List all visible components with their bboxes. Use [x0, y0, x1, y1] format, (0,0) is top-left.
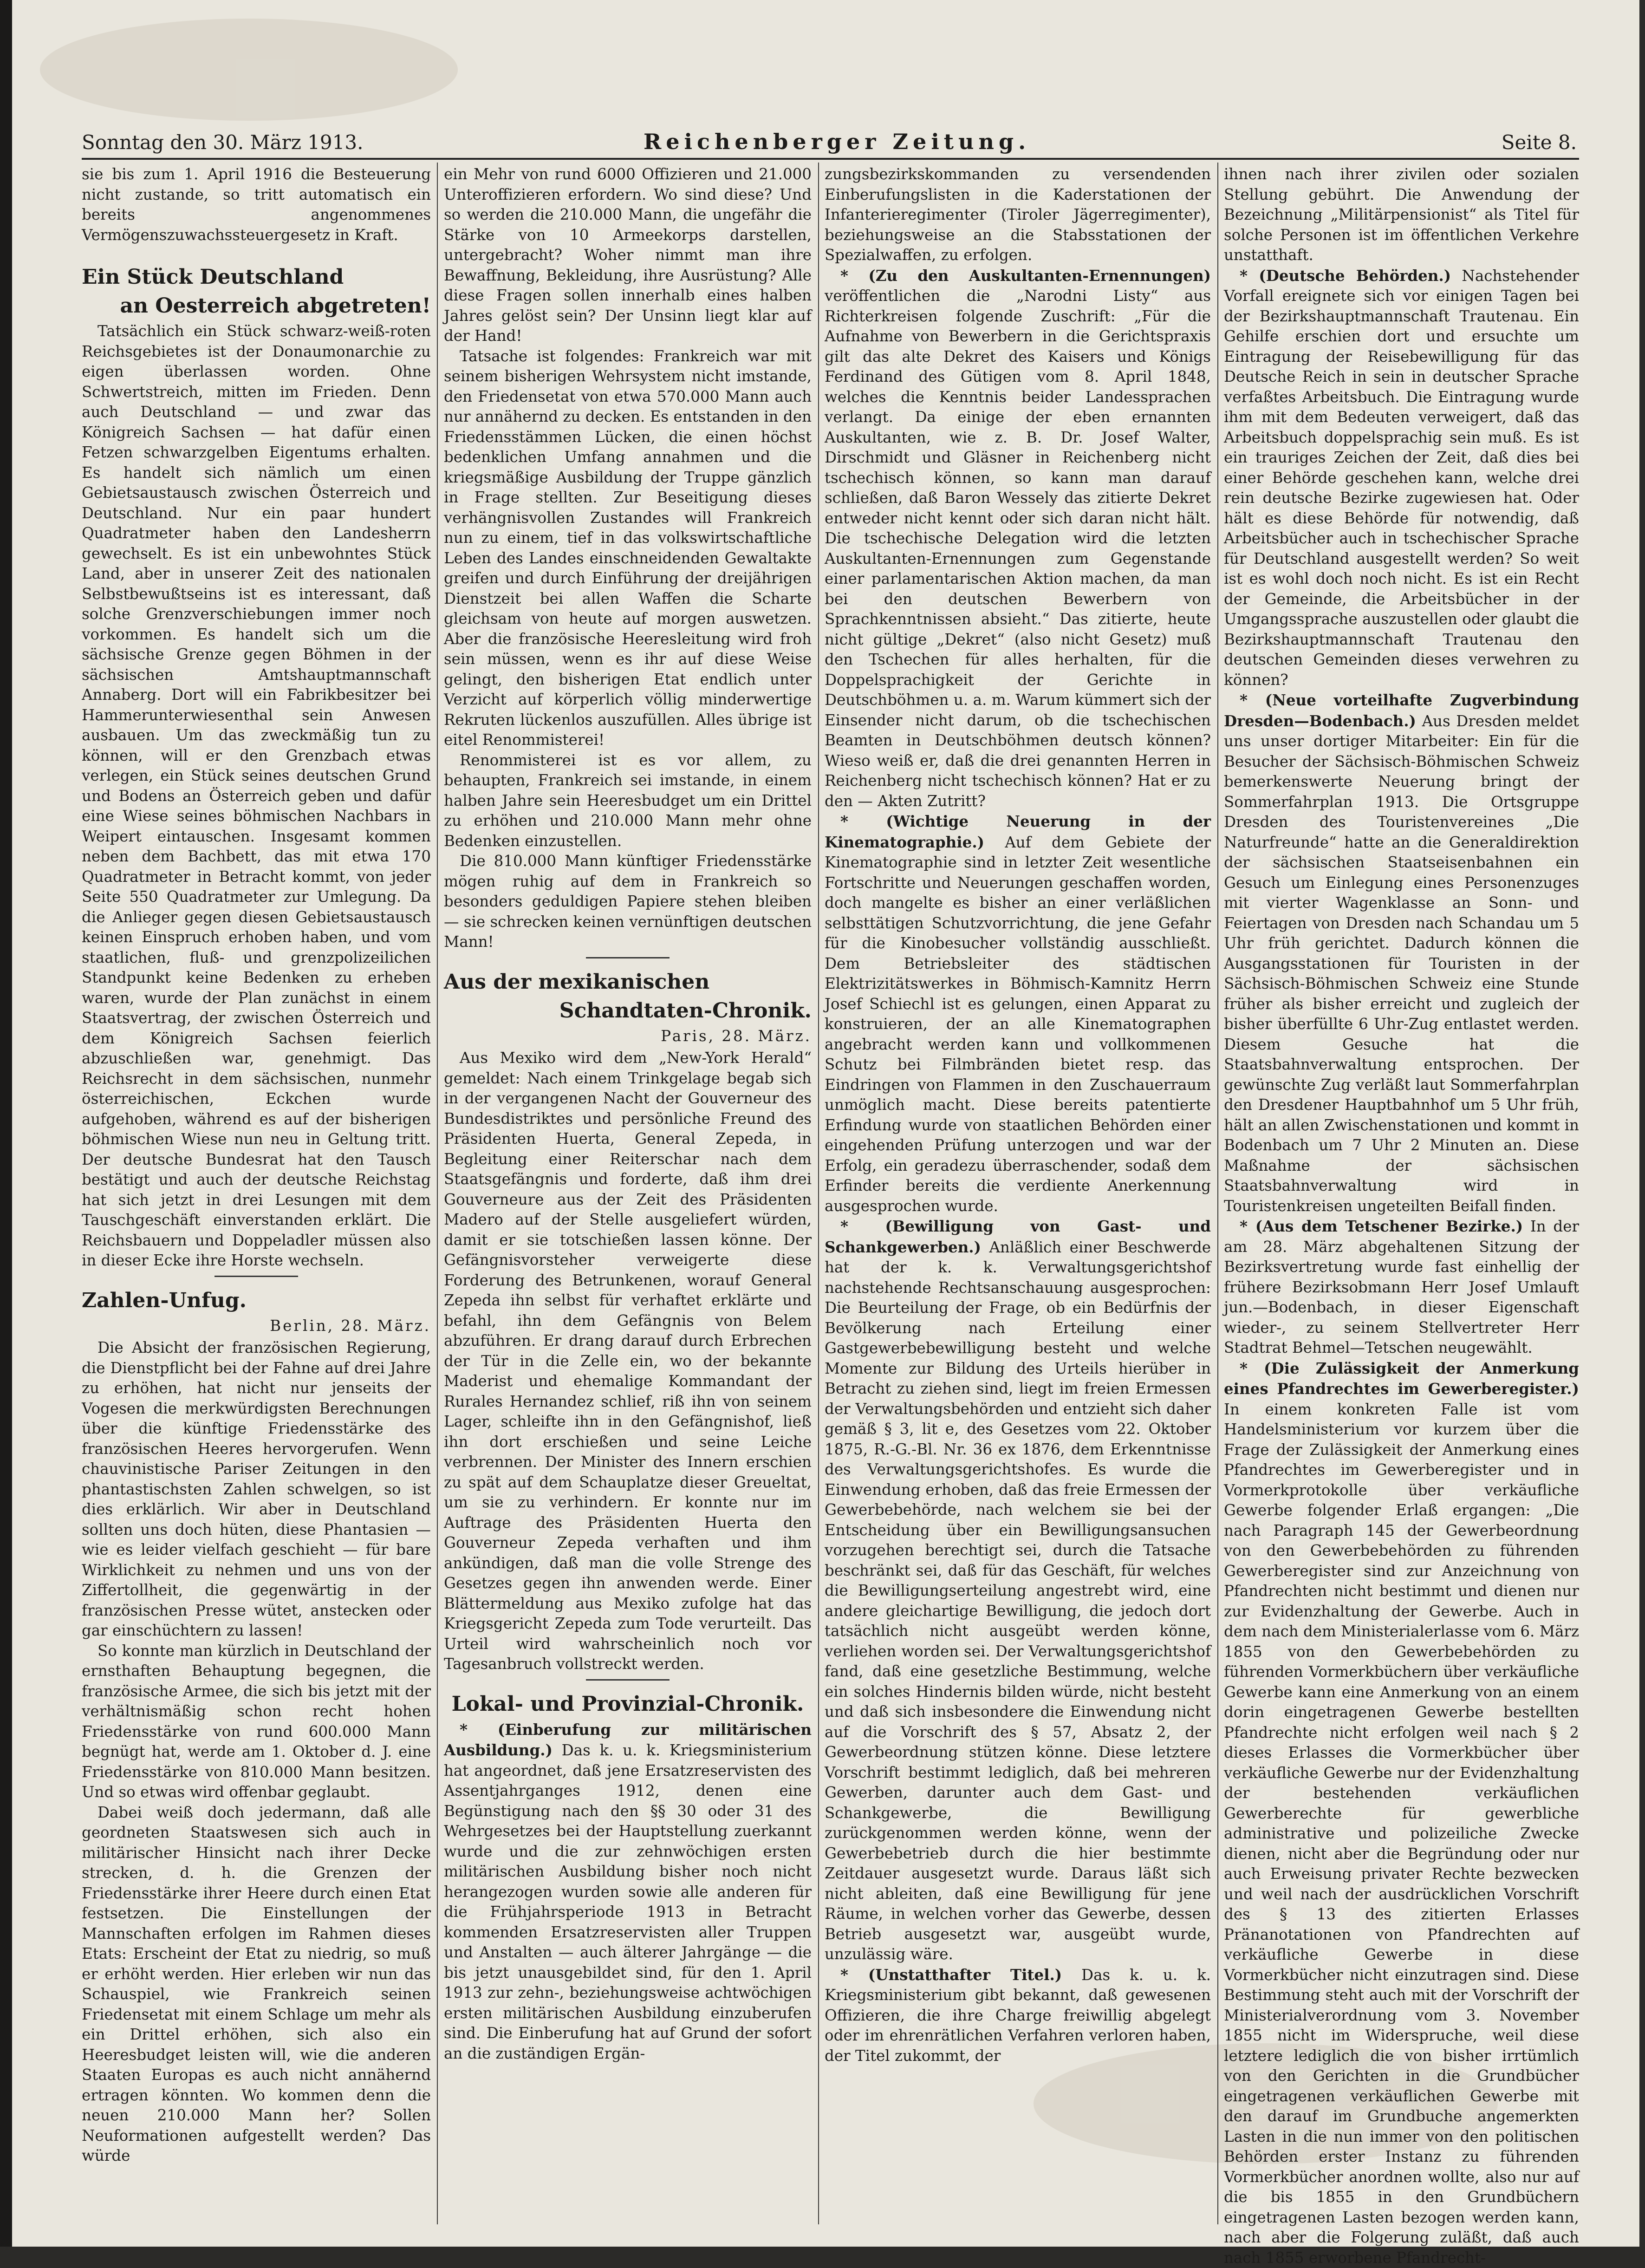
paragraph: sie bis zum 1. April 1916 die Besteuerung nicht zustande, so tritt automatisch ein bereits angenommenes Vermögenszuwachssteuergesetz in Kraft.: [82, 165, 431, 244]
paragraph: Tatsache ist folgendes: Frankreich war mit seinem bisherigen Wehrsystem nicht imstande, den Friedensetat von etwa 570.000 Mann auch nur annähernd zu decken. Es entstanden in den Friedensstämmen Lücken, die einen höchst bedenklichen Umfang annahmen und die kriegsmäßige Ausbildung der Truppe gänzlich in Frage stellten. Zur Beseitigung dieses verhängnisvollen Zustandes will Frankreich nun zu einem, tief in das volkswirtschaftliche Leben des Landes einschneidenden Gewaltakte greifen und durch Einführung der dreijährigen Dienstzeit bei allen Waffen die Scharte gleichsam von heute auf morgen auswetzen. Aber die französische Heeresleitung wird froh sein müssen, wenn es ihr auf diese Weise gelingt, den bisherigen Etat endlich unter Verzicht auf körperlich völlig minderwertige Rekruten lückenlos auszufüllen. Alles übrige ist eitel Renommisterei!: [444, 347, 812, 749]
article-separator: [215, 1276, 298, 1277]
article-headline: Aus der mexikanischen: [444, 970, 710, 994]
column-4: [1224, 164, 1580, 2267]
paragraph: zungsbezirkskommanden zu versendenden Einberufungslisten in die Kaderstationen der Infanterieregimenter (Tiroler Jägerregimenter), beziehungsweise an die Stabsstationen der Spezialwaffen, zu erfolgen.: [825, 165, 1211, 264]
paragraph: Dabei weiß doch jedermann, daß alle geordneten Staatswesen sich auch in militärischer Hinsicht nach ihrer Decke strecken, d. h. die Grenzen der Friedensstärke ihrer Heere durch einen Etat festsetzen. Die Einstellungen der Mannschaften erfolgen im Rahmen dieses Etats: Erscheint der Etat zu niedrig, so muß er erhöht werden. Hier erleben wir nun das Schauspiel, wie Frankreich seinen Friedensetat mit einem Schlage um mehr als ein Drittel erhöhen, sich also ein Heeresbudget leisten will, wie die anderen Staaten Europas es auch nicht annähernd ertragen könnten. Wo kommen denn die neuen 210.000 Mann her? Sollen Neuformationen aufgestellt werden? Das würde: [82, 1803, 431, 2164]
news-rubric: * (Neue vorteilhafte Zugverbindung Dresden—Bodenbach.): [1224, 691, 1579, 730]
paragraph: Die Absicht der französischen Regierung, die Dienstpflicht bei der Fahne auf drei Jahre zu erhöhen, hat nicht nur jenseits der Vogesen die merkwürdigsten Berechnungen über die künftige Friedensstärke des französischen Heeres hervorgerufen. Wenn chauvinistische Pariser Zeitungen in den phantastischsten Zahlen schwelgen, so ist dies erklärlich. Wir aber in Deutschland sollten uns doch hüten, diese Phantasien — wie es leider vielfach geschieht — für bare Wirklichkeit zu nehmen und uns von der Ziffertollheit, die gegenwärtig in der französischen Presse wütet, anstecken oder gar einschüchtern zu lassen!: [82, 1339, 431, 1639]
news-rubric: * (Einberufung zur militärischen Ausbildung.): [444, 1720, 812, 1759]
header-rule: [82, 158, 1579, 160]
paragraph: veröffentlichen die „Narodni Listy“ aus Richterkreisen folgende Zuschrift: „Für die Aufnahme von Bewerbern in die Gerichtspraxis gilt das alte Dekret des Kaisers und Königs Ferdinand des Gütigen vom 8. April 1848, welches die Kenntnis beider Landessprachen verlangt. Da einige der eben ernannten Auskultanten, wie z. B. Dr. Josef Walter, Dirschmidt und Gläsner in Reichenberg nicht tschechisch können, so kann man darauf schließen, daß Baron Wessely das zitierte Dekret entweder nicht kennt oder sich daran nicht hält. Die tschechische Delegation wird die letzten Auskultanten-Ernennungen zum Gegenstande einer parlamentarischen Aktion machen, da man bei den deutschen Bewerbern von Sprachkenntnissen absieht.“ Das zitierte, heute nicht gültige „Dekret“ (also nicht Gesetz) muß den Tschechen für alles herhalten, für die Doppelsprachigkeit der Gerichte in Deutschböhmen u. a. m. Warum kümmert sich der Einsender nicht darum, ob die tschechischen Beamten in Deutschböhmen deutsch können? Wieso weiß er, daß die drei genannten Herren in Reichenberg nicht tschechisch können? Hat er zu den — Akten Zutritt?: [825, 287, 1211, 810]
paragraph: In der am 28. März abgehaltenen Sitzung der Bezirksvertretung wurde fast einhellig der frühere Bezirksobmann Herr Josef Umlauft jun.—Bodenbach, in dieser Eigenschaft wieder-, zu seinem Stellvertreter Herr Stadtrat Behmel—Tetschen neugewählt.: [1224, 1218, 1579, 1356]
paragraph: Renommisterei ist es vor allem, zu behaupten, Frankreich sei imstande, in einem halben Jahre sein Heeresbudget um ein Drittel zu erhöhen und 210.000 Mann mehr ohne Bedenken einzustellen.: [444, 751, 812, 850]
article-headline: Ein Stück Deutschland: [82, 265, 344, 289]
paragraph: Die 810.000 Mann künftiger Friedensstärke mögen ruhig auf dem in Frankreich so besonders geduldigen Papiere stehen bleiben — sie schrecken keinen vernünftigen deutschen Mann!: [444, 852, 812, 951]
article-headline: an Oesterreich abgetreten!: [120, 294, 431, 318]
column-rule: [437, 163, 438, 2224]
paragraph: Tatsächlich ein Stück schwarz-weiß-roten Reichsgebietes ist der Donaumonarchie zu eigen überlassen worden. Ohne Schwertstreich, mitten im Frieden. Denn auch Deutschland — und zwar das Königreich Sachsen — hat dafür einen Fetzen schwarzgelben Eigentums erhalten. Es handelt sich nämlich um einen Gebietsaustausch zwischen Österreich und Deutschland. Nur ein paar hundert Quadratmeter haben den Landesherrn gewechselt. Es ist ein unbewohntes Stück Land, aber in unserer Zeit des nationalen Selbstbewußtseins ist es interessant, daß solche Grenzverschiebungen immer noch vorkommen. Es handelt sich um die sächsische Grenze gegen Böhmen in der sächsischen Amtshauptmannschaft Annaberg. Dort will ein Fabrikbesitzer bei Hammerunterwiesenthal sein Anwesen ausbauen. Um das zweckmäßig tun zu können, will er den Grenzbach etwas verlegen, ein Stück seines deutschen Grund und Bodens an Österreich geben und dafür eine Wiese seines böhmischen Nachbars in Weipert eintauschen. Insgesamt kommen neben dem Bachbett, das mit etwa 170 Quadratmeter in Betracht kommt, von jeder Seite 550 Quadratmeter zur Umlegung. Da die Anlieger gegen diesen Gebietsaustausch keinen Einspruch erhoben haben, und vom staatlichen, fluß- und grenzpolizeilichen Standpunkt keine Bedenken zu erheben waren, wurde der Plan zunächst in einem Staatsvertrag, der zwischen Österreich und dem Königreich Sachsen feierlich abzuschließen war, genehmigt. Das Reichsrecht in dem sächsischen, nunmehr österreichischen, Eckchen wurde aufgehoben, während es auf der bisherigen böhmischen Wiese nun neu in Geltung tritt. Der deutsche Bundesrat hat den Tausch bestätigt und auch der deutsche Reichstag hat sich jetzt in drei Lesungen mit dem Tauschgeschäft einverstanden erklärt. Die Reichsbauern und Doppeladler müssen also in dieser Ecke ihre Horste wechseln.: [82, 322, 431, 1269]
paper-stain: [40, 19, 458, 121]
news-rubric: * (Zu den Auskultanten-Ernennungen): [840, 266, 1211, 285]
masthead: Reichenberger Zeitung.: [644, 129, 1031, 154]
section-headline: Lokal- und Provinzial-Chronik.: [451, 1692, 804, 1716]
article-headline: Zahlen-Unfug.: [82, 1288, 247, 1312]
paragraph: ihnen nach ihrer zivilen oder sozialen Stellung gebührt. Die Anwendung der Bezeichnung „Militärpensionist“ als Titel für solche Personen ist im öffentlichen Verkehre unstatthaft.: [1224, 165, 1579, 264]
paragraph: Nachstehender Vorfall ereignete sich vor einigen Tagen bei der Bezirkshauptmannschaft Trautenau. Ein Gehilfe erschien dort und ersuchte um Eintragung der Reisebewilligung für das Deutsche Reich in sein in deutscher Sprache verfaßtes Arbeitsbuch. Die Eintragung wurde ihm mit dem Bedeuten verweigert, daß das Arbeitsbuch doppelsprachig sein muß. Es ist ein trauriges Zeichen der Zeit, daß dies bei einer Behörde geschehen kann, welche drei rein deutsche Bezirke zugewiesen hat. Oder hält es diese Behörde für notwendig, daß Arbeitsbücher auch in tschechischer Sprache für Deutschland ausgestellt werden? So weit ist es wohl doch noch nicht. Es ist ein Recht der Gemeinde, die Arbeitsbücher in der Umgangssprache auszustellen oder glaubt die Bezirkshauptmannschaft Trautenau den deutschen Gemeinden dieses verwehren zu können?: [1224, 267, 1579, 689]
newspaper-page: [12, 0, 1639, 2267]
article-headline: Schandtaten-Chronik.: [559, 998, 812, 1023]
running-head: [82, 131, 1577, 159]
paragraph: So konnte man kürzlich in Deutschland der ernsthaften Behauptung begegnen, die französische Armee, die sich bis jetzt mit der verhältnismäßig schon recht hohen Friedensstärke von rund 600.000 Mann begnügt hat, werde am 1. Oktober d. J. eine Friedensstärke von 810.000 Mann besitzen. Und so etwas wird offenbar geglaubt.: [82, 1642, 431, 1801]
dateline: Paris, 28. März.: [661, 1027, 812, 1045]
paragraph: Das k. u. k. Kriegsministerium hat angeordnet, daß jene Ersatzreservisten des Assentjahrganges 1912, denen eine Begünstigung nach den §§ 30 oder 31 des Wehrgesetzes bei der Hauptstellung zuerkannt wurde und die zur zehnwöchigen ersten militärischen Ausbildung bisher noch nicht herangezogen wurden sowie alle anderen für die Frühjahrsperiode 1913 in Betracht kommenden Ersatzreservisten aller Truppen und Anstalten — auch älterer Jahrgänge — die bis jetzt unausgebildet sind, für den 1. April 1913 zur zehn-, beziehungsweise achtwöchigen ersten militärischen Ausbildung einzuberufen sind. Die Einberufung hat auf Grund der sofort an die zuständigen Ergän-: [444, 1741, 812, 2062]
paragraph: Aus Mexiko wird dem „New-York Herald“ gemeldet: Nach einem Trinkgelage begab sich in der vergangenen Nacht der Gouverneur des Bundesdistriktes und persönliche Freund des Präsidenten Huerta, General Zepeda, in Begleitung einer Reiterschar nach dem Staatsgefängnis und forderte, daß ihm drei Gouverneure aus der Zeit des Präsidenten Madero auf der Stelle ausgeliefert würden, damit er sie totschießen lassen könne. Der Gefängnisvorsteher verweigerte diese Forderung des Betrunkenen, worauf General Zepeda ihn selbst für verhaftet erklärte und befahl, ihn dem Gefängnis von Belem abzuführen. Er drang darauf durch Erbrechen der Tür in die Zelle ein, wo der bekannte Maderist und ehemalige Kommandant der Rurales Hernandez schlief, riß ihn von seinem Lager, schleifte ihn in den Gefängnishof, ließ ihn dort erschießen und seine Leiche verbrennen. Der Minister des Innern erschien zu spät auf dem Schauplatze dieser Greueltat, um sie zu verhindern. Er konnte nur im Auftrage des Präsidenten Huerta den Gouverneur Zepeda verhaften und ihm ankündigen, daß man die volle Strenge des Gesetzes gegen ihn anwenden werde. Einer Blättermeldung aus Mexiko zufolge hat das Kriegsgericht Zepeda zum Tode verurteilt. Das Urteil wird wahrscheinlich noch vor Tagesanbruch vollstreckt werden.: [444, 1049, 812, 1673]
issue-date: Sonntag den 30. März 1913.: [82, 131, 364, 154]
paragraph: Das k. u. k. Kriegsministerium gibt bekannt, daß gewesenen Offizieren, die ihre Charge freiwillig abgelegt oder im ehrenrätlichen Verfahren verloren haben, der Titel zukommt, der: [825, 1966, 1211, 2065]
news-rubric: * (Deutsche Behörden.): [1240, 266, 1451, 285]
news-rubric: * (Unstatthafter Titel.): [840, 1965, 1062, 1984]
column-rule: [1217, 163, 1218, 2224]
column-3: [825, 164, 1211, 2226]
paragraph: ein Mehr von rund 6000 Offizieren und 21.000 Unteroffizieren erfordern. Wo sind diese? Und so werden die 210.000 Mann, die ungefähr die Stärke von 10 Armeekorps darstellen, untergebracht? Woher nimmt man ihre Bewaffnung, Bekleidung, ihre Ausrüstung? Alle diese Fragen sollen innerhalb eines halben Jahres gelöst sein? Der Unsinn liegt klar auf der Hand!: [444, 165, 812, 345]
scan-edge: [0, 0, 12, 2247]
article-separator: [586, 957, 670, 958]
page-number: Seite 8.: [1501, 131, 1577, 154]
paragraph: In einem konkreten Falle ist vom Handelsministerium vor kurzem über die Frage der Zulässigkeit der Anmerkung eines Pfandrechtes im Gewerberegister und in Vormerkprotokolle über verkäufliche Gewerbe folgender Erlaß ergangen: „Die nach Paragraph 145 der Gewerbeordnung von den Gewerbebehörden zu führenden Gewerberegister sind zur Anzeichnung von Pfandrechten nicht bestimmt und dienen nur zur Evidenzhaltung der Gewerbe. Auch in dem nach dem Ministerialerlasse vom 6. März 1855 von den Gewerbebehörden zu führenden Vormerkbüchern über verkäufliche Gewerbe kann eine Anmerkung von an einem dorin eingetragenen Gewerbe bestellten Pfandrechte nicht erfolgen weil nach § 2 dieses Erlasses die Vormerkbücher über verkäufliche Gewerbe nur der Evidenzhaltung der bestehenden verkäuflichen Gewerberechte für gewerbliche administrative und polizeiliche Zwecke dienen, nicht aber die Begründung oder nur auch Erweisung privater Rechte bezwecken und weil nach der ausdrücklichen Vorschrift des § 13 des zitierten Erlasses Pränanotationen von Pfandrechten auf verkäufliche Gewerbe in diese Vormerkbücher nicht einzutragen sind. Diese Bestimmung steht auch mit der Vorschrift der Ministerialverordnung vom 3. November 1855 nicht im Widerspruche, weil diese letztere lediglich die von bisher irrtümlich von den Gerichten in die Grundbücher eingetragenen verkäuflichen Gewerbe mit den darauf im Grundbuche angemerkten Lasten in die nun immer von den politischen Behörden erster Instanz zu führenden Vormerkbücher anordnen wollte, also nur auf die bis 1855 in den Grundbüchern eingetragenen Lasten bezogen werden kann, nach aber die Folgerung zuläßt, daß auch nach 1855 erworbene Pfandrecht-: [1224, 1400, 1580, 2267]
column-1: [82, 164, 431, 2226]
dateline: Berlin, 28. März.: [270, 1316, 431, 1335]
column-2: [444, 164, 812, 2226]
paragraph: Aus Dresden meldet uns unser dortiger Mitarbeiter: Ein für die Besucher der Sächsisch-Böhmischen Schweiz bemerkenswerte Neuerung bringt der Sommerfahrplan 1913. Die Ortsgruppe Dresden des Touristenvereines „Die Naturfreunde“ hatte an die Generaldirektion der sächsischen Staatseisenbahnen ein Gesuch um Einlegung eines Personenzuges mit vierter Wagenklasse an Sonn- und Feiertagen von Dresden nach Schandau um 5 Uhr früh gerichtet. Dadurch können die Ausgangsstationen für Touristen in der Sächsisch-Böhmischen Schweiz eine Stunde früher als bisher erreicht und zugleich der bisher überfüllte 6 Uhr-Zug entlastet werden. Diesem Gesuche hat die Staatsbahnverwaltung entsprochen. Der gewünschte Zug verläßt laut Sommerfahrplan den Dresdener Hauptbahnhof um 5 Uhr früh, hält an allen Zwischenstationen und kommt in Bodenbach um 7 Uhr 2 Minuten an. Diese Maßnahme der sächsischen Staatsbahnverwaltung wird in Touristenkreisen ungeteilten Beifall finden.: [1224, 712, 1579, 1215]
paragraph: Anläßlich einer Beschwerde hat der k. k. Verwaltungsgerichtshof nachstehende Rechtsanschauung ausgesprochen: Die Beurteilung der Frage, ob ein Bedürfnis der Bevölkerung nach Erteilung einer Gastgewerbebewilligung besteht und welche Momente zur Bildung des Urteils hierüber in Betracht zu ziehen sind, liegt im freien Ermessen der Verwaltungsbehörden und entzieht sich daher gemäß § 3, lit e, des Gesetzes vom 22. Oktober 1875, R.-G.-Bl. Nr. 36 ex 1876, dem Erkenntnisse des Verwaltungsgerichtshofes. Es wurde die Einwendung erhoben, daß das freie Ermessen der Gewerbebehörde, nach welchem sie bei der Entscheidung über ein Bewilligungsansuchen vorzugehen berechtigt sei, durch die Tatsache beschränkt sei, daß für das Geschäft, für welches die Bewilligungserteilung angestrebt wird, eine andere gleichartige Bewilligung, die jedoch dort tatsächlich nicht ausgeübt werden könne, verliehen worden sei. Der Verwaltungsgerichtshof fand, daß eine gesetzliche Bestimmung, welche ein solches Hindernis bilden würde, nicht besteht und daß sich insbesondere die Einwendung nicht auf die Vorschrift des § 57, Absatz 2, der Gewerbeordnung stützen könne. Diese letztere Vorschrift bestimmt lediglich, daß bei mehreren Gewerben, darunter auch dem Gast- und Schankgewerbe, die Bewilligung zurückgenommen werden könne, wenn der Gewerbebetrieb durch die hier bestimmte Zeitdauer ausgesetzt wurde. Daraus läßt sich nicht ableiten, daß eine Bewilligung für jene Räume, in welchen vorher das Gewerbe, dessen Betrieb ausgesetzt war, ausgeübt wurde, unzulässig wäre.: [825, 1238, 1211, 1963]
article-separator: [586, 1679, 670, 1681]
news-rubric: * (Bewilligung von Gast- und Schankgewerben.): [825, 1217, 1211, 1256]
news-rubric: * (Aus dem Tetschener Bezirke.): [1240, 1217, 1523, 1235]
news-rubric: * (Wichtige Neuerung in der Kinematographie.): [825, 812, 1211, 851]
news-rubric: * (Die Zulässigkeit der Anmerkung eines Pfandrechtes im Gewerberegister.): [1224, 1359, 1579, 1398]
column-rule: [818, 163, 819, 2224]
paragraph: Auf dem Gebiete der Kinematographie sind in letzter Zeit wesentliche Fortschritte und Neuerungen geschaffen worden, doch mangelte es bisher an einer verläßlichen selbsttätigen Schutzvorrichtung, die jene Gefahr für die Kinobesucher vollständig ausschließt. Dem Betriebsleiter des städtischen Elektrizitätswerkes in Böhmisch-Kamnitz Herrn Josef Schiechl ist es gelungen, einen Apparat zu konstruieren, der an alle Kinematographen angebracht werden kann und vollkommenen Schutz bei Filmbränden bietet resp. das Eindringen von Flammen in den Zuschauerraum unmöglich macht. Diese bereits patentierte Erfindung wurde von staatlichen Behörden einer eingehenden Prüfung unterzogen und war der Erfolg, ein geradezu überraschender, sodaß dem Erfinder bereits die verdiente Anerkennung ausgesprochen wurde.: [825, 833, 1211, 1215]
